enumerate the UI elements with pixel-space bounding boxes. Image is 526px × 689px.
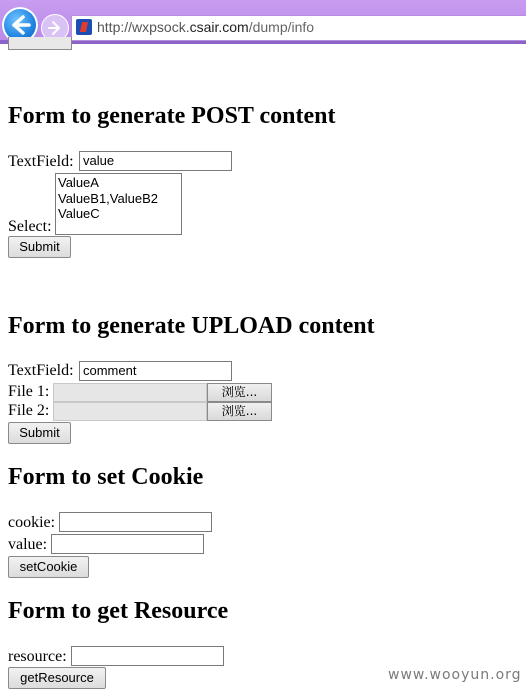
upload-form-heading: Form to generate UPLOAD content bbox=[8, 313, 375, 339]
url-path: /dump/info bbox=[248, 19, 315, 35]
value-input[interactable] bbox=[51, 534, 204, 554]
file2-path-field[interactable] bbox=[53, 402, 207, 421]
resource-label: resource: bbox=[8, 648, 67, 665]
select-option[interactable]: ValueC bbox=[58, 206, 100, 221]
clipped-button[interactable] bbox=[8, 37, 72, 50]
cookie-form-heading: Form to set Cookie bbox=[8, 464, 204, 490]
set-cookie-button[interactable]: setCookie bbox=[8, 556, 89, 578]
value-label: value: bbox=[8, 536, 48, 553]
resource-input[interactable] bbox=[71, 646, 224, 666]
file1-path-field[interactable] bbox=[53, 383, 207, 402]
url-prefix: http://wxpsock. bbox=[97, 19, 190, 35]
site-favicon bbox=[76, 19, 92, 35]
browser-toolbar bbox=[0, 0, 526, 44]
cookie-label: cookie: bbox=[8, 514, 56, 531]
file1-label: File 1: bbox=[8, 383, 50, 400]
cookie-input[interactable] bbox=[59, 512, 212, 532]
post-select-label: Select: bbox=[8, 218, 52, 235]
watermark-text: www.wooyun.org bbox=[388, 667, 522, 683]
post-form-heading: Form to generate POST content bbox=[8, 103, 336, 129]
url-text bbox=[97, 19, 314, 35]
file1-browse-button[interactable]: 浏览... bbox=[207, 383, 272, 402]
address-bar[interactable] bbox=[71, 15, 526, 41]
upload-textfield-label: TextField: bbox=[8, 362, 74, 379]
get-resource-button[interactable]: getResource bbox=[8, 667, 106, 689]
file2-label: File 2: bbox=[8, 402, 50, 419]
post-textfield-input[interactable]: value bbox=[79, 151, 232, 171]
url-host: csair.com bbox=[189, 19, 249, 35]
select-option[interactable]: ValueA bbox=[58, 175, 99, 190]
resource-form-heading: Form to get Resource bbox=[8, 598, 229, 624]
post-select-listbox[interactable] bbox=[55, 173, 182, 235]
file2-browse-button[interactable]: 浏览... bbox=[207, 402, 272, 421]
upload-submit-button[interactable]: Submit bbox=[8, 422, 71, 444]
post-textfield-label: TextField: bbox=[8, 153, 74, 170]
upload-textfield-input[interactable]: comment bbox=[79, 361, 232, 381]
select-option[interactable]: ValueB1,ValueB2 bbox=[58, 190, 158, 206]
post-submit-button[interactable]: Submit bbox=[8, 236, 71, 258]
